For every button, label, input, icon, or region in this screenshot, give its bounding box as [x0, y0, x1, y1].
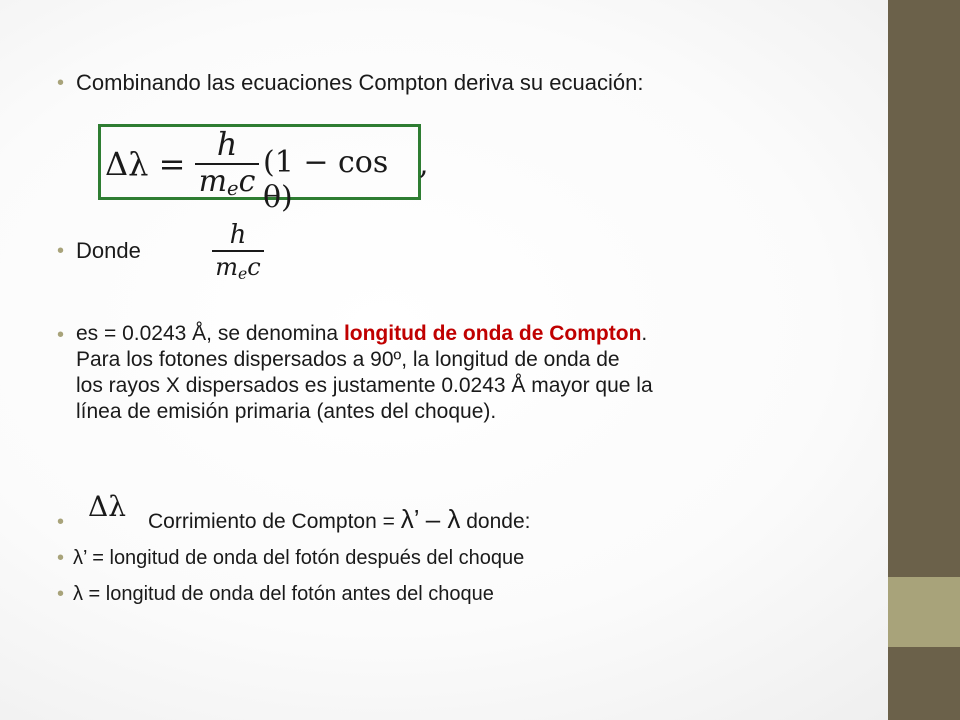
compton-wavelength-term: longitud de onda de Compton: [343, 322, 642, 345]
para-line-3: los rayos X dispersados es justamente 0.0243 Å mayor que la: [76, 374, 653, 397]
para-line-2: Para los fotones dispersados a 90º, la longitud de onda de: [76, 348, 620, 371]
compton-wavelength-paragraph: [76, 321, 653, 425]
formula-lhs: Δλ =: [105, 145, 186, 183]
delta-lambda-symbol: Δλ: [88, 490, 126, 523]
bullet: •: [57, 583, 65, 605]
formula-trailing-comma: ,: [419, 147, 429, 182]
para-line-4: línea de emisión primaria (antes del choque).: [76, 400, 497, 423]
donde-label: Donde: [76, 238, 141, 263]
intro-text: Combinando las ecuaciones Compton deriva su ecuación:: [76, 70, 644, 95]
shift-expression: λ’ – λ: [400, 504, 461, 534]
sidebar-top-block: [888, 0, 960, 577]
sidebar-bottom-block: [888, 647, 960, 720]
lambda-definition: λ = longitud de onda del fotón antes del choque: [73, 583, 494, 605]
formula-numerator: h: [216, 125, 238, 163]
formula-fraction: [195, 125, 259, 206]
bullet: •: [57, 72, 65, 94]
bullet: •: [57, 547, 65, 569]
lambda-prime-definition: λ’ = longitud de onda del fotón después del choque: [73, 547, 525, 569]
para-line-1: es = 0.0243 Å, se denomina longitud de onda de Compton.: [76, 322, 648, 345]
bullet: •: [57, 511, 65, 533]
bullet: •: [57, 240, 65, 262]
compton-formula: [98, 124, 429, 215]
compton-shift-line: Corrimiento de Compton = λ’ – λ donde:: [148, 504, 531, 534]
sidebar-mid-block: [888, 577, 960, 647]
bullet: •: [57, 324, 65, 346]
h-over-mec-fraction: [212, 220, 264, 289]
formula-factor: (1 − cos θ): [263, 145, 389, 215]
formula-denominator: $m_ec$: [198, 164, 256, 200]
fraction-denominator: $m_ec$: [215, 253, 261, 283]
fraction-numerator: h: [229, 220, 247, 250]
